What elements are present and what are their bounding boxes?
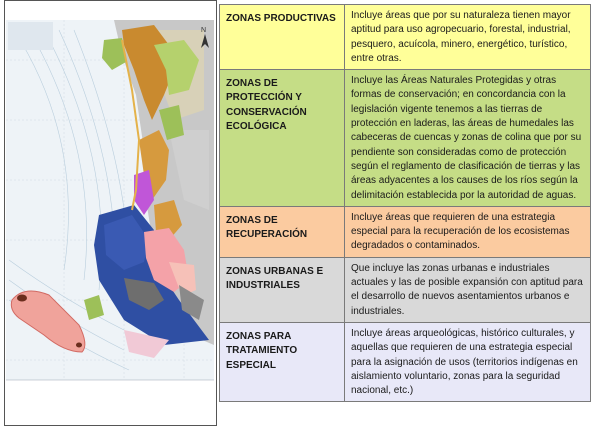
zone-row xyxy=(220,322,591,401)
zone-name: ZONAS DE RECUPERACIÓN xyxy=(220,206,345,257)
zone-description: Incluye áreas que por su naturaleza tienen mayor aptitud para uso agropecuario, forestal, industrial, pesquero, acuícola, minero, energético, turístico, entre otras. xyxy=(345,5,591,70)
zone-name: ZONAS URBANAS E INDUSTRIALES xyxy=(220,257,345,322)
zone-description: Incluye las Áreas Naturales Protegidas y otras formas de conservación; en concordancia con la legislación vigente tenemos a las tierras de protección en laderas, las áreas de humedales las cabeceras de cuencas y zonas de colina que por su pendiente son consideradas como de protección según el reglamento de clasificación de tierras y las áreas adyacentes a los causes de los ríos según la delimitación establecida por la autoridad de aguas. xyxy=(345,70,591,207)
zone-name: ZONAS PRODUCTIVAS xyxy=(220,5,345,70)
zones-table xyxy=(219,4,591,402)
zone-description: Incluye áreas que requieren de una estrategia especial para la recuperación de los ecosistemas degradados o contaminados. xyxy=(345,206,591,257)
zone-row xyxy=(220,5,591,70)
zone-row xyxy=(220,257,591,322)
zone-description: Incluye áreas arqueológicas, histórico culturales, y aquellas que requieren de una estrategia especial para la asignación de usos (territorios indígenas en aislamiento voluntario, zonas para la seguridad nacional, etc.) xyxy=(345,322,591,401)
map-inset xyxy=(8,22,53,50)
north-label: N xyxy=(201,27,207,34)
zone-name: ZONAS DE PROTECCIÓN Y CONSERVACIÓN ECOLÓGICA xyxy=(220,70,345,207)
zone-description: Que incluye las zonas urbanas e industriales actuales y las de posible expansión con aptitud para el desarrollo de nuevos asentamientos urbanos e industriales. xyxy=(345,257,591,322)
zoning-map xyxy=(4,0,217,426)
zone-name: ZONAS PARA TRATAMIENTO ESPECIAL xyxy=(220,322,345,401)
zone-row xyxy=(220,70,591,207)
zone-row xyxy=(220,206,591,257)
